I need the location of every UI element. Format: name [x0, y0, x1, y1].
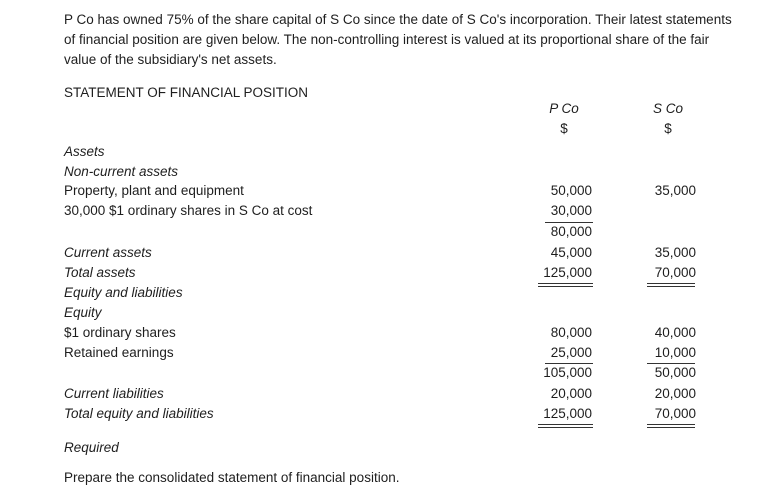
- p-total-eq-liab-value: 125,000: [543, 406, 592, 421]
- p-subtotal-rule-equity: [545, 363, 593, 364]
- intro-paragraph: P Co has owned 75% of the share capital of S Co since the date of S Co's incorporation. Their latest statements of financial position are given below. The non-controlling interest is valued at its proportional share of the fair value of the subsidiary's net assets.: [64, 12, 732, 67]
- s-current-liabilities-value: 20,000: [654, 386, 696, 401]
- non-current-assets-label: Non-current assets: [64, 164, 179, 179]
- equity-label: Equity: [64, 305, 102, 320]
- s-co-column-header: S Co: [652, 101, 683, 116]
- p-subtotal-rule-nca: [545, 222, 593, 223]
- assets-label: Assets: [64, 144, 105, 159]
- p-ppe-value: 50,000: [550, 183, 592, 198]
- s-total-eq-liab-double-rule: [647, 424, 695, 428]
- p-co-column-header: P Co: [549, 101, 579, 116]
- ppe-label: Property, plant and equipment: [64, 183, 244, 198]
- total-equity-liabilities-label: Total equity and liabilities: [64, 406, 214, 421]
- retained-earnings-label: Retained earnings: [64, 345, 174, 360]
- required-label: Required: [64, 440, 119, 455]
- s-shares-value: 40,000: [654, 325, 696, 340]
- instruction-text: Prepare the consolidated statement of financial position.: [64, 470, 400, 485]
- current-liabilities-label: Current liabilities: [64, 386, 164, 401]
- p-total-assets-double-rule: [538, 283, 593, 287]
- equity-and-liabilities-label: Equity and liabilities: [64, 285, 183, 300]
- p-total-assets-value: 125,000: [543, 265, 592, 280]
- s-subtotal-rule-equity: [647, 363, 695, 364]
- current-assets-label: Current assets: [64, 245, 152, 260]
- s-current-assets-value: 35,000: [654, 245, 696, 260]
- s-co-unit: $: [664, 121, 672, 136]
- s-total-eq-liab-value: 70,000: [654, 406, 696, 421]
- p-total-eq-liab-double-rule: [538, 424, 593, 428]
- s-retained-value: 10,000: [654, 345, 696, 360]
- ordinary-shares-label: $1 ordinary shares: [64, 325, 176, 340]
- p-shares-value: 80,000: [550, 325, 592, 340]
- p-current-liabilities-value: 20,000: [550, 386, 592, 401]
- p-investment-value: 30,000: [550, 203, 592, 218]
- p-current-assets-value: 45,000: [550, 245, 592, 260]
- s-ppe-value: 35,000: [654, 183, 696, 198]
- total-assets-label: Total assets: [64, 265, 136, 280]
- s-total-assets-double-rule: [647, 283, 695, 287]
- investment-label: 30,000 $1 ordinary shares in S Co at cost: [64, 203, 313, 218]
- s-equity-total-value: 50,000: [654, 365, 696, 380]
- p-co-unit: $: [560, 121, 568, 136]
- statement-title: STATEMENT OF FINANCIAL POSITION: [64, 85, 309, 100]
- p-nca-total-value: 80,000: [550, 224, 592, 239]
- p-equity-total-value: 105,000: [543, 365, 592, 380]
- p-retained-value: 25,000: [550, 345, 592, 360]
- s-total-assets-value: 70,000: [654, 265, 696, 280]
